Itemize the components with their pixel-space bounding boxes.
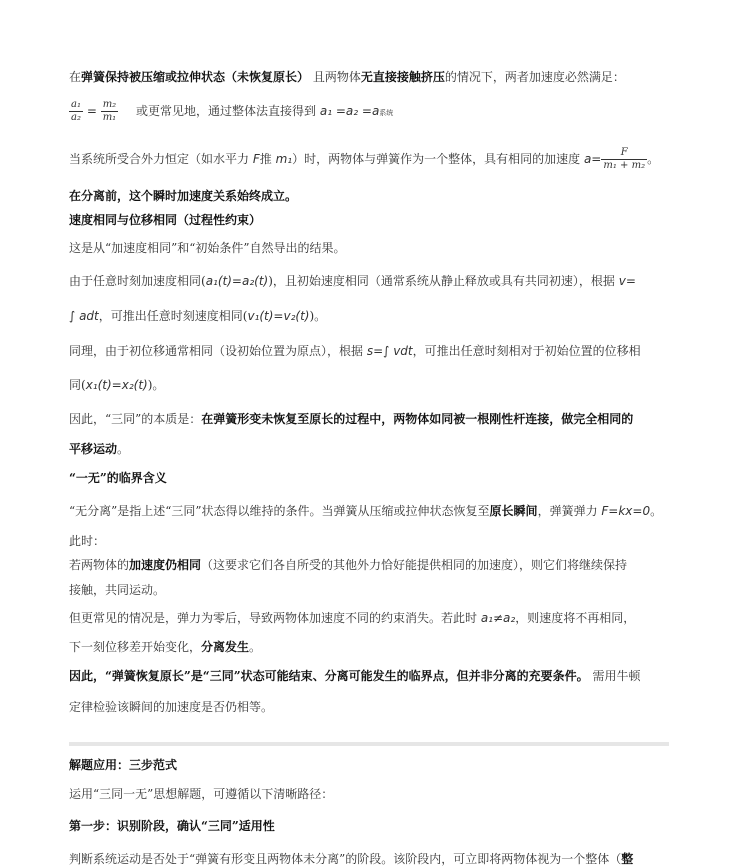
text: 同理，由于初位移通常相同（设初始位置为原点），根据 xyxy=(69,344,364,358)
bold-text: 分离发生 xyxy=(201,640,250,654)
fraction-a1-a2: $\frac{\text{a₁}}{\text{a₂}}$ xyxy=(71,99,81,123)
paragraph-condition xyxy=(69,68,669,86)
text: ）时，两物体与弹簧作为一个整体，具有相同的加速度 xyxy=(292,152,581,166)
text: ，弹簧弹力 xyxy=(537,504,598,518)
subscript: 系统 xyxy=(379,109,394,117)
formula: v₁(t)=v₂(t) xyxy=(247,309,310,323)
formula: a₁≠a₂ xyxy=(477,611,516,625)
bold-text: 原长瞬间 xyxy=(489,504,538,518)
equals-sign: = xyxy=(86,104,97,118)
paragraph-system xyxy=(69,144,669,174)
text: “无分离”是指上述“三同”状态得以维持的条件。当弹簧从压缩或拉伸状态恢复至 xyxy=(69,504,490,518)
paragraph-same-accel xyxy=(69,556,669,574)
formula: ∫ adt xyxy=(69,309,99,323)
paragraph: 定律检验该瞬间的加速度是否仍相等。 xyxy=(69,700,274,714)
bold-statement: 在分离前，这个瞬时加速度关系始终成立。 xyxy=(69,189,298,203)
paragraph: 此时： xyxy=(69,534,106,548)
text: 。 xyxy=(117,442,130,456)
paragraph-no-separation xyxy=(69,502,669,520)
text: 当系统所受合外力恒定（如水平力 xyxy=(69,152,250,166)
paragraph: 运用“三同一无”思想解题，可遵循以下清晰路径： xyxy=(69,787,334,801)
paragraph: 这是从“加速度相同”和“初始条件”自然导出的结果。 xyxy=(69,241,346,255)
text: 。 xyxy=(650,504,663,518)
bold-text: 因此，“弹簧恢复原长”是“三同”状态可能结束、分离可能发生的临界点，但并非分离的充要条件。 xyxy=(69,669,589,683)
text: )。 xyxy=(309,309,327,323)
text: ，则速度将不再相同， xyxy=(515,611,636,625)
section-heading: 速度相同与位移相同（过程性约束） xyxy=(69,213,262,227)
text: 。 xyxy=(249,640,262,654)
step-heading: 第一步：识别阶段，确认“三同”适用性 xyxy=(69,819,275,833)
bold-text: 平移运动 xyxy=(69,442,118,456)
text: 。 xyxy=(647,152,660,166)
formula: s=∫ vdt xyxy=(363,344,413,358)
section-heading: 解题应用：三步范式 xyxy=(69,758,178,772)
text: 推 xyxy=(259,152,272,166)
text: 在 xyxy=(69,70,82,84)
section-heading: “一无”的临界含义 xyxy=(69,471,167,485)
text: 且两物体 xyxy=(309,70,361,84)
text: )，且初始速度相同（通常系统从静止释放或具有共同初速），根据 xyxy=(268,274,615,288)
text: 下一刻位移差开始变化， xyxy=(69,640,202,654)
text: 的情况下，两者加速度必然满足： xyxy=(444,70,625,84)
bold-text: 加速度仍相同 xyxy=(129,558,202,572)
paragraph: 接触，共同运动。 xyxy=(69,583,166,597)
formula: F=kx=0 xyxy=(597,504,651,518)
paragraph-velocity-cont xyxy=(69,307,669,325)
text: ，可推出任意时刻相对于初始位置的位移相 xyxy=(412,344,641,358)
paragraph-conclusion xyxy=(69,667,669,685)
text: ，可推出任意时刻速度相同( xyxy=(98,309,248,323)
bold-text: 在弹簧形变未恢复至原长的过程中，两物体如同被一根刚性杆连接，做完全相同的 xyxy=(201,412,634,426)
text: 因此，“三同”的本质是： xyxy=(69,412,202,426)
fraction-F-over-masses: $\frac{F}{\text{m₁ + m₂}}$ xyxy=(603,147,646,171)
text: 但更常见的情况是，弹力为零后，导致两物体加速度不同的约束消失。若此时 xyxy=(69,611,478,625)
bold-text: 无直接接触挤压 xyxy=(360,70,445,84)
formula: a₁ =a₂ =a xyxy=(319,104,380,118)
text: 需用牛顿 xyxy=(588,669,641,683)
formula: v= xyxy=(614,274,636,288)
bold-text: 弹簧保持被压缩或拉伸状态（未恢复原长） xyxy=(81,70,310,84)
formula: m₁ xyxy=(275,152,293,166)
formula-line xyxy=(69,96,669,128)
formula: x₁(t)=x₂(t) xyxy=(85,378,148,392)
section-divider xyxy=(69,742,669,746)
fraction-m2-m1: $\frac{\text{m₂}}{\text{m₁}}$ xyxy=(102,99,117,123)
formula: a= xyxy=(583,152,602,166)
paragraph-common-case-cont xyxy=(69,638,669,656)
text: )。 xyxy=(147,378,165,392)
paragraph-step1 xyxy=(69,850,669,868)
text: 同( xyxy=(69,378,86,392)
text: 由于任意时刻加速度相同( xyxy=(69,274,206,288)
paragraph-displacement-cont xyxy=(69,376,669,394)
paragraph-displacement xyxy=(69,342,669,360)
text: 判断系统运动是否处于“弹簧有形变且两物体未分离”的阶段。该阶段内，可立即将两物体视为一个整体（ xyxy=(69,852,622,866)
bold-text: 整 xyxy=(621,852,634,866)
paragraph-common-case xyxy=(69,609,669,627)
paragraph-essence xyxy=(69,410,669,428)
formula: a₁(t)=a₂(t) xyxy=(205,274,269,288)
text: 若两物体的 xyxy=(69,558,130,572)
text: 或更常见地，通过整体法直接得到 xyxy=(136,104,317,118)
text: （这要求它们各自所受的其他外力恰好能提供相同的加速度），则它们将继续保持 xyxy=(201,558,628,572)
paragraph-essence-cont xyxy=(69,440,669,458)
formula: F xyxy=(252,152,260,166)
paragraph-velocity xyxy=(69,272,669,290)
